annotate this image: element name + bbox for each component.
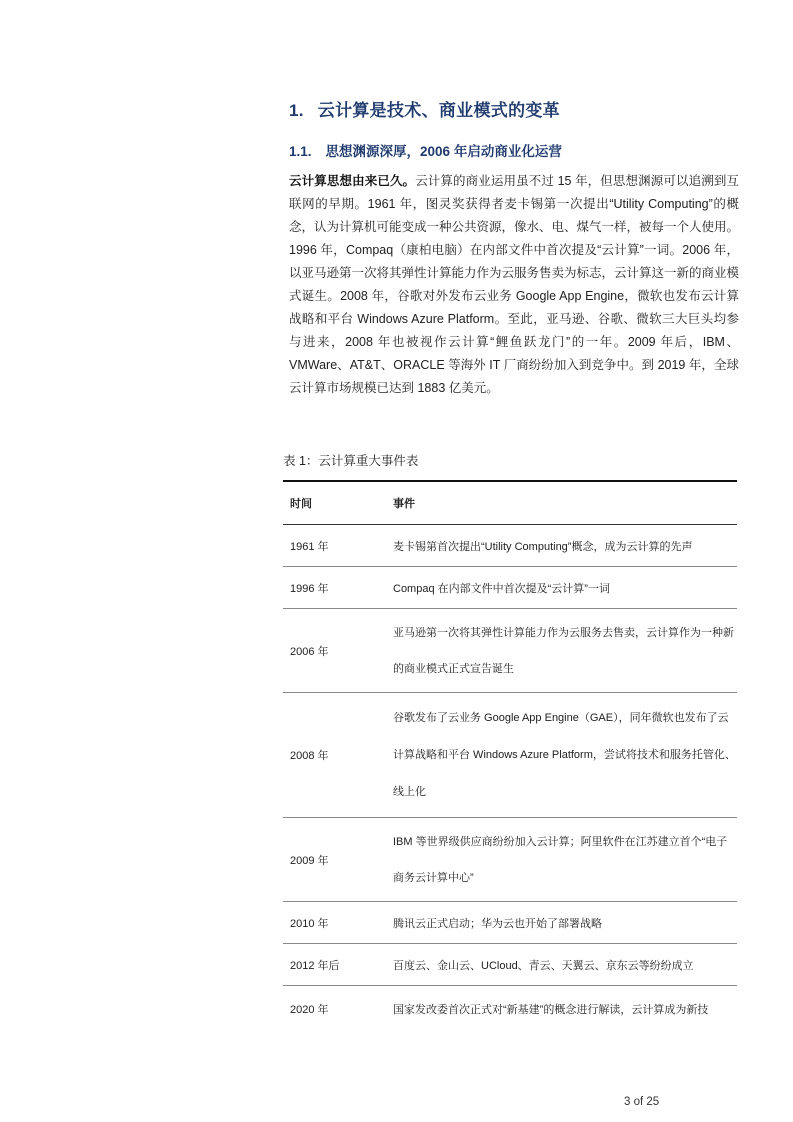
row-time: 2020 年 — [290, 1003, 329, 1016]
table-row — [283, 693, 737, 818]
row-time: 1996 年 — [283, 567, 381, 609]
row-event: 国家发改委首次正式对“新基建”的概念进行解读，云计算成为新技 — [393, 1003, 709, 1016]
row-time: 2010 年 — [283, 902, 381, 944]
row-event: 亚马逊第一次将其弹性计算能力作为云服务去售卖，云计算作为一种新的商业模式正式宣告诞生 — [381, 609, 737, 693]
row-time: 2009 年 — [283, 818, 381, 902]
row-event: 谷歌发布了云业务 Google App Engine（GAE），同年微软也发布了云计算战略和平台 Windows Azure Platform，尝试将技术和服务托管化、线上化 — [381, 693, 737, 818]
table-row — [283, 609, 737, 693]
table-row — [283, 944, 737, 986]
section-number: 1. — [289, 101, 304, 120]
paragraph-body: 云计算的商业运用虽不过 15 年，但思想渊源可以追溯到互联网的早期。1961 年，图灵奖获得者麦卡锡第一次提出“Utility Computing”的概念，认为计算机可能变成一种公共资源，像水、电、煤气一样，被每一个人使用。1996 年，Compaq（康柏电脑）在内部文件中首次提及“云计算”一词。2006 年，以亚马逊第一次将其弹性计算能力作为云服务售卖为标志，云计算这一新的商业模式诞生。2008 年，谷歌对外发布云业务 Google App Engine，微软也发布云计算战略和平台 Windows Azure Platform。至此，亚马逊、谷歌、微软三大巨头均参与进来，2008 年也被视作云计算“鲤鱼跃龙门”的一年。2009 年后，IBM、VMWare、AT&T、ORACLE 等海外 IT 厂商纷纷加入到竞争中。到 2019 年，全球云计算市场规模已达到 1883 亿美元。 — [289, 174, 740, 395]
table-row — [283, 567, 737, 609]
paragraph-lead: 云计算思想由来已久。 — [289, 174, 416, 188]
table-row — [283, 902, 737, 944]
page-number: 3 of 25 — [624, 1096, 660, 1108]
row-event: Compaq 在内部文件中首次提及“云计算”一词 — [381, 567, 737, 609]
body-paragraph — [289, 170, 739, 400]
table-header-row — [283, 481, 737, 525]
section-heading — [289, 96, 560, 121]
row-event: 麦卡锡第首次提出“Utility Computing”概念，成为云计算的先声 — [381, 525, 737, 567]
row-time: 2012 年后 — [283, 944, 381, 986]
subsection-heading — [289, 140, 562, 160]
row-event: 百度云、金山云、UCloud、青云、天翼云、京东云等纷纷成立 — [381, 944, 737, 986]
row-event: 腾讯云正式启动；华为云也开始了部署战略 — [381, 902, 737, 944]
header-event: 事件 — [381, 481, 737, 525]
section-title: 云计算是技术、商业模式的变革 — [317, 101, 560, 120]
row-time: 2008 年 — [283, 693, 381, 818]
row-event: IBM 等世界级供应商纷纷加入云计算；阿里软件在江苏建立首个“电子商务云计算中心” — [381, 818, 737, 902]
table-row — [283, 986, 737, 1032]
subsection-number: 1.1. — [289, 144, 312, 159]
table-caption: 表 1：云计算重大事件表 — [283, 454, 419, 468]
events-table — [283, 480, 737, 1031]
header-time: 时间 — [283, 481, 381, 525]
subsection-title: 思想渊源深厚，2006 年启动商业化运营 — [325, 144, 562, 159]
row-time: 1961 年 — [283, 525, 381, 567]
table-row — [283, 818, 737, 902]
row-time: 2006 年 — [283, 609, 381, 693]
table-row — [283, 525, 737, 567]
